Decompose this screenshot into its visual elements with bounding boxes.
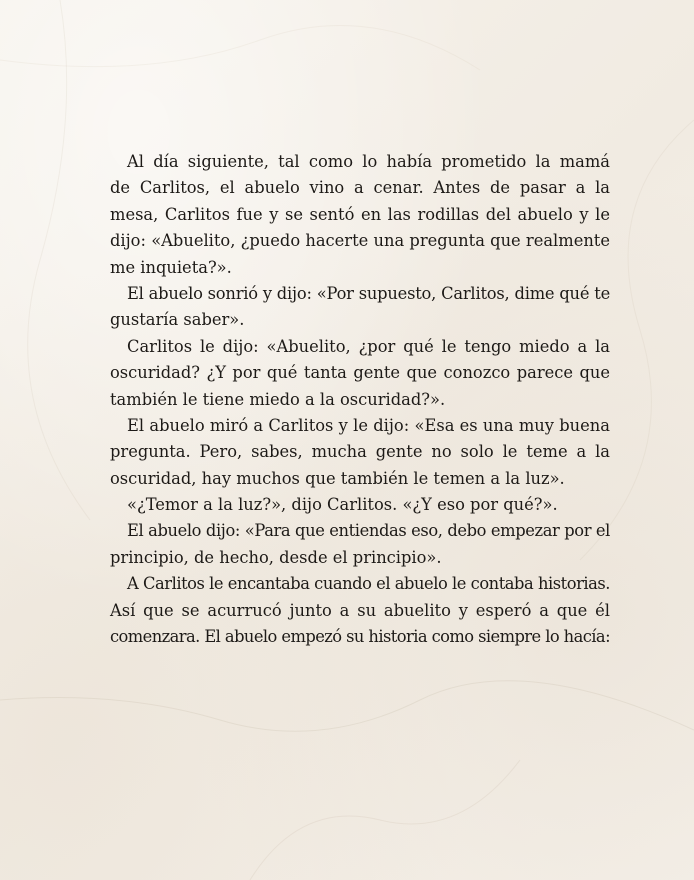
text-line: gustaría saber». [110,310,245,330]
paragraph [110,334,610,413]
text-line: mesa, Carlitos fue y se sentó en las rodillas del abuelo y le [110,204,610,224]
text-line: Al día siguiente, tal como lo había prometido la mamá [127,152,610,171]
text-line: Así que se acurrucó junto a su abuelito y esperó a que él [110,600,610,620]
text-line: El abuelo dijo: «Para que entiendas eso, debo empezar por el [127,521,610,541]
paragraph [110,149,610,281]
paragraph [110,571,610,650]
text-line: oscuridad, hay muchos que también le temen a la luz». [110,468,565,488]
text-line: «¿Temor a la luz?», dijo Carlitos. «¿Y eso por qué?». [127,495,558,515]
text-line: de Carlitos, el abuelo vino a cenar. Antes de pasar a la [110,178,610,198]
paragraph [110,281,610,334]
text-line: oscuridad? ¿Y por qué tanta gente que conozco parece que [110,363,610,383]
text-line: pregunta. Pero, sabes, mucha gente no solo le teme a la [110,442,610,462]
story-text [110,149,610,650]
paragraph [110,413,610,492]
text-line: me inquieta?». [110,257,232,277]
text-line: El abuelo miró a Carlitos y le dijo: «Esa es una muy buena [127,415,610,435]
text-line: dijo: «Abuelito, ¿puedo hacerte una pregunta que realmente [110,231,610,251]
text-line: comenzara. El abuelo empezó su historia como siempre lo hacía: [110,627,610,647]
paragraph [110,492,610,518]
text-line: A Carlitos le encantaba cuando el abuelo le contaba historias. [127,574,610,594]
text-line: también le tiene miedo a la oscuridad?». [110,389,446,409]
paragraph [110,518,610,571]
text-line: Carlitos le dijo: «Abuelito, ¿por qué le tengo miedo a la [127,336,610,356]
text-line: principio, de hecho, desde el principio». [110,547,442,567]
text-line: El abuelo sonrió y dijo: «Por supuesto, Carlitos, dime qué te [127,283,610,303]
